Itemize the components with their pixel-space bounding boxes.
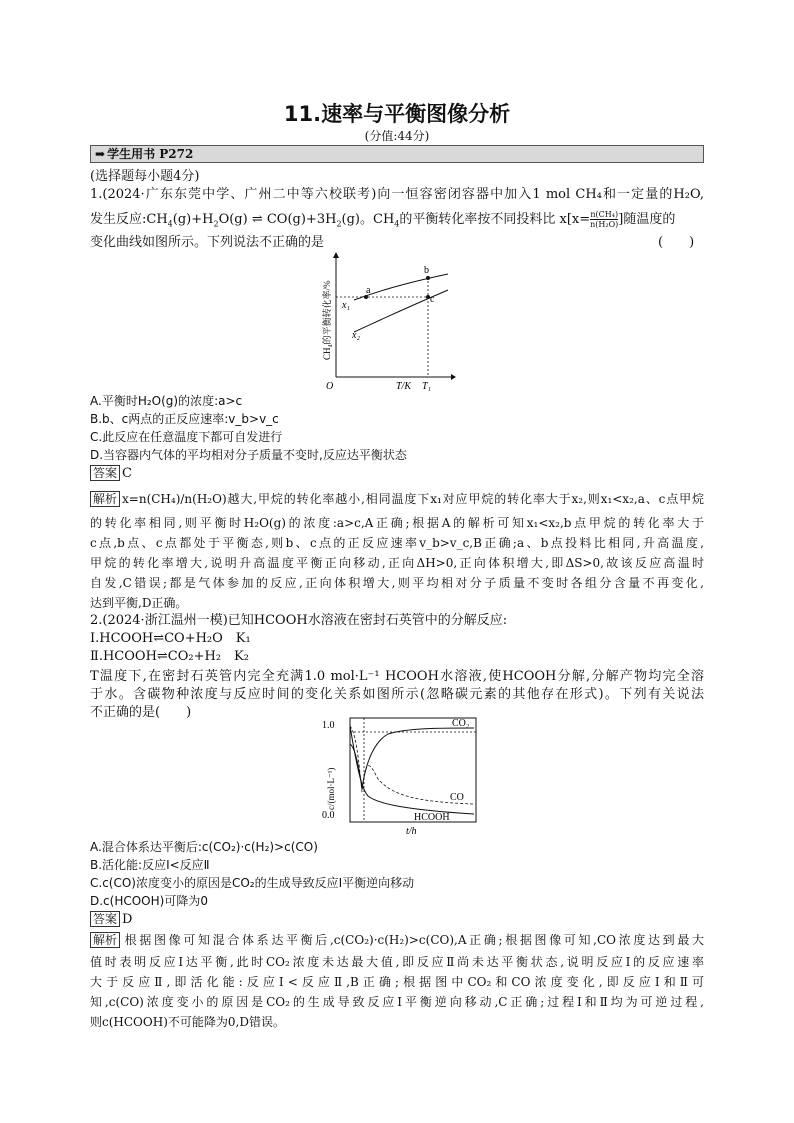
q2-analysis-line2: 值时表明反应Ⅰ达平衡,此时CO₂浓度未达最大值,即反应Ⅱ尚未达平衡状态,说明反应Ⅰ的反应速率 — [90, 955, 704, 969]
q1-option-d: D.当容器内气体的平均相对分子质量不变时,反应达平衡状态 — [90, 448, 407, 462]
answer-tag: 答案 — [90, 465, 120, 481]
answer-tag: 答案 — [90, 911, 120, 927]
q1-stem-part: O(g) — [218, 212, 248, 227]
q2-option-c: C.c(CO)浓度变小的原因是CO₂的生成导致反应Ⅰ平衡逆向移动 — [90, 876, 415, 890]
q2-text-line3: 不正确的是( ) — [90, 705, 192, 720]
q2-option-a: A.混合体系达平衡后:c(CO₂)·c(H₂)>c(CO) — [90, 840, 318, 854]
q2-graph — [318, 714, 484, 838]
label-x2: x₂ — [352, 330, 360, 341]
q1-stem-part: 的平衡转化率按不同投料比 x[x= — [399, 212, 591, 227]
plot-frame — [350, 718, 476, 822]
q1-option-b: B.b、c两点的正反应速率:v_b>v_c — [90, 412, 279, 426]
q1-fraction: $\frac{\text{n(CH₄)}}{\text{n(H₂O)}}$ — [590, 210, 619, 229]
q1-analysis-line5: 自发,C错误;都是气体参加的反应,正向体积增大,则平均相对分子质量不变时各组分含量不再变化, — [90, 576, 704, 590]
q1-stem-part: (g)+H — [172, 212, 214, 227]
q2-analysis-line4: 知,c(CO)浓度变小的原因是CO₂的生成导致反应Ⅰ平衡逆向移动,C正确;过程Ⅰ和Ⅱ均为可逆过程, — [90, 995, 704, 1009]
q2-stem: 2.(2024·浙江温州一模)已知HCOOH水溶液在密封石英管中的分解反应: — [90, 613, 508, 628]
q2-option-d: D.c(HCOOH)可降为0 — [90, 894, 208, 908]
y-axis-arrow — [333, 252, 339, 258]
equilibrium-arrow-icon: ⇌ — [247, 212, 267, 227]
label-hcooh: HCOOH — [414, 812, 450, 823]
q1-option-a: A.平衡时H₂O(g)的浓度:a>c — [90, 394, 243, 408]
q2-analysis-line3: 大于反应Ⅱ,即活化能:反应Ⅰ<反应Ⅱ,B正确;根据图中CO₂和CO浓度变化,即反应Ⅰ和Ⅱ可 — [90, 975, 704, 989]
score-subtitle: (分值:44分) — [364, 129, 430, 143]
q2-reaction-2: Ⅱ.HCOOH⇌CO₂+H₂ K₂ — [90, 649, 249, 664]
q1-stem-line2: 发生反应$:CH_4(g)+H_2O(g)$ ⇌ $CO(g)+3H_2(g)$。$CH_4$的平衡转化率按不同投料比 x[x= $\frac{\text{n(CH₄)}}{\text{n(H₂O)}}$ ]随温度的 — [90, 210, 676, 229]
label-co2: CO₂ — [452, 718, 470, 729]
page-title: 11.速率与平衡图像分析 — [283, 102, 511, 126]
x-axis-arrow — [451, 374, 456, 380]
q1-option-c: C.此反应在任意温度下都可自发进行 — [90, 430, 283, 444]
analysis-text: x=n(CH₄)/n(H₂O)越大,甲烷的转化率越小,相同温度下x₁对应甲烷的转化率大于x₂,则x₁<x₂,a、c点甲烷 — [122, 492, 704, 506]
analysis-text: 根据图像可知混合体系达平衡后,c(CO₂)·c(H₂)>c(CO),A正确;根据图像可知,CO浓度达到最大 — [122, 933, 704, 947]
curve-co2 — [350, 728, 474, 789]
q1-analysis-line1 — [90, 490, 704, 508]
label-xaxis: t/h — [406, 826, 417, 837]
analysis-tag: 解析 — [90, 491, 120, 507]
y-top-label: 1.0 — [322, 720, 335, 731]
label-x1: x₁ — [342, 300, 350, 311]
label-co: CO — [450, 792, 464, 803]
label-xaxis: T/K — [396, 381, 412, 392]
label-yaxis: c/(mol·L⁻¹) — [326, 767, 336, 810]
q1-analysis-line3: c点,b点、c点都处于平衡态,则b、c点的正反应速率v_b>v_c,B正确;a、b点投料比相同,升高温度, — [90, 536, 704, 550]
q1-analysis-line4: 甲烷的转化率增大,说明升高温度平衡正向移动,正向ΔH>0,正向体积增大,即ΔS>0,故该反应高温时 — [90, 556, 704, 570]
section-bar — [90, 145, 704, 163]
q1-stem-line3: 变化曲线如图所示。下列说法不正确的是 — [90, 235, 325, 250]
q1-answer-value: C — [122, 466, 132, 481]
q2-text-line1: T温度下,在密封石英管内完全充满1.0 mol·L⁻¹ HCOOH水溶液,使HCOOH分解,分解产物均完全溶 — [90, 669, 704, 684]
q2-answer — [90, 911, 132, 929]
label-t1: T₁ — [422, 381, 432, 392]
q1-stem-part: ]随温度的 — [618, 212, 676, 227]
point-b — [426, 276, 430, 280]
q1-analysis-line6: 达到平衡,D正确。 — [90, 596, 188, 610]
q1-answer-bracket: ( ) — [658, 235, 695, 250]
q1-stem-line1: 1.(2024·广东东莞中学、广州二中等六校联考)向一恒容密闭容器中加入1 mol CH₄和一定量的H₂O, — [90, 187, 704, 202]
arrow-icon: ➡ — [95, 147, 106, 161]
q2-text-line2: 于水。含碳物种浓度与反应时间的变化关系如图所示(忽略碳元素的其他存在形式)。下列有关说法 — [90, 687, 704, 702]
q1-analysis-line2: 的转化率相同,则平衡时H₂O(g)的浓度:a>c,A正确;根据A的解析可知x₁<x₂,b点甲烷的转化率大于 — [90, 516, 704, 530]
label-yaxis: CH₄的平衡转化率/% — [322, 280, 332, 360]
q1-answer — [90, 465, 132, 483]
y-bottom-label: 0.0 — [322, 810, 335, 821]
q2-answer-value: D — [122, 912, 133, 927]
q2-option-b: B.活化能:反应Ⅰ<反应Ⅱ — [90, 858, 210, 872]
q1-graph — [316, 252, 456, 392]
q1-stem-part: (g)。CH — [341, 212, 395, 227]
q2-analysis-line5: 则c(HCOOH)不可能降为0,D错误。 — [90, 1015, 285, 1029]
section-note: (选择题每小题4分) — [90, 169, 200, 184]
label-origin: O — [326, 381, 334, 392]
q2-analysis-line1 — [90, 931, 704, 949]
label-a: a — [366, 285, 371, 296]
q1-stem-part: 发生反应:CH — [90, 212, 168, 227]
q2-reaction-1: Ⅰ.HCOOH⇌CO+H₂O K₁ — [90, 631, 251, 646]
label-b: b — [424, 265, 429, 276]
label-c: c — [430, 294, 435, 305]
q1-stem-part: CO(g)+3H — [266, 212, 337, 227]
section-bar-label: 学生用书 P272 — [107, 147, 194, 161]
analysis-tag: 解析 — [90, 932, 120, 948]
